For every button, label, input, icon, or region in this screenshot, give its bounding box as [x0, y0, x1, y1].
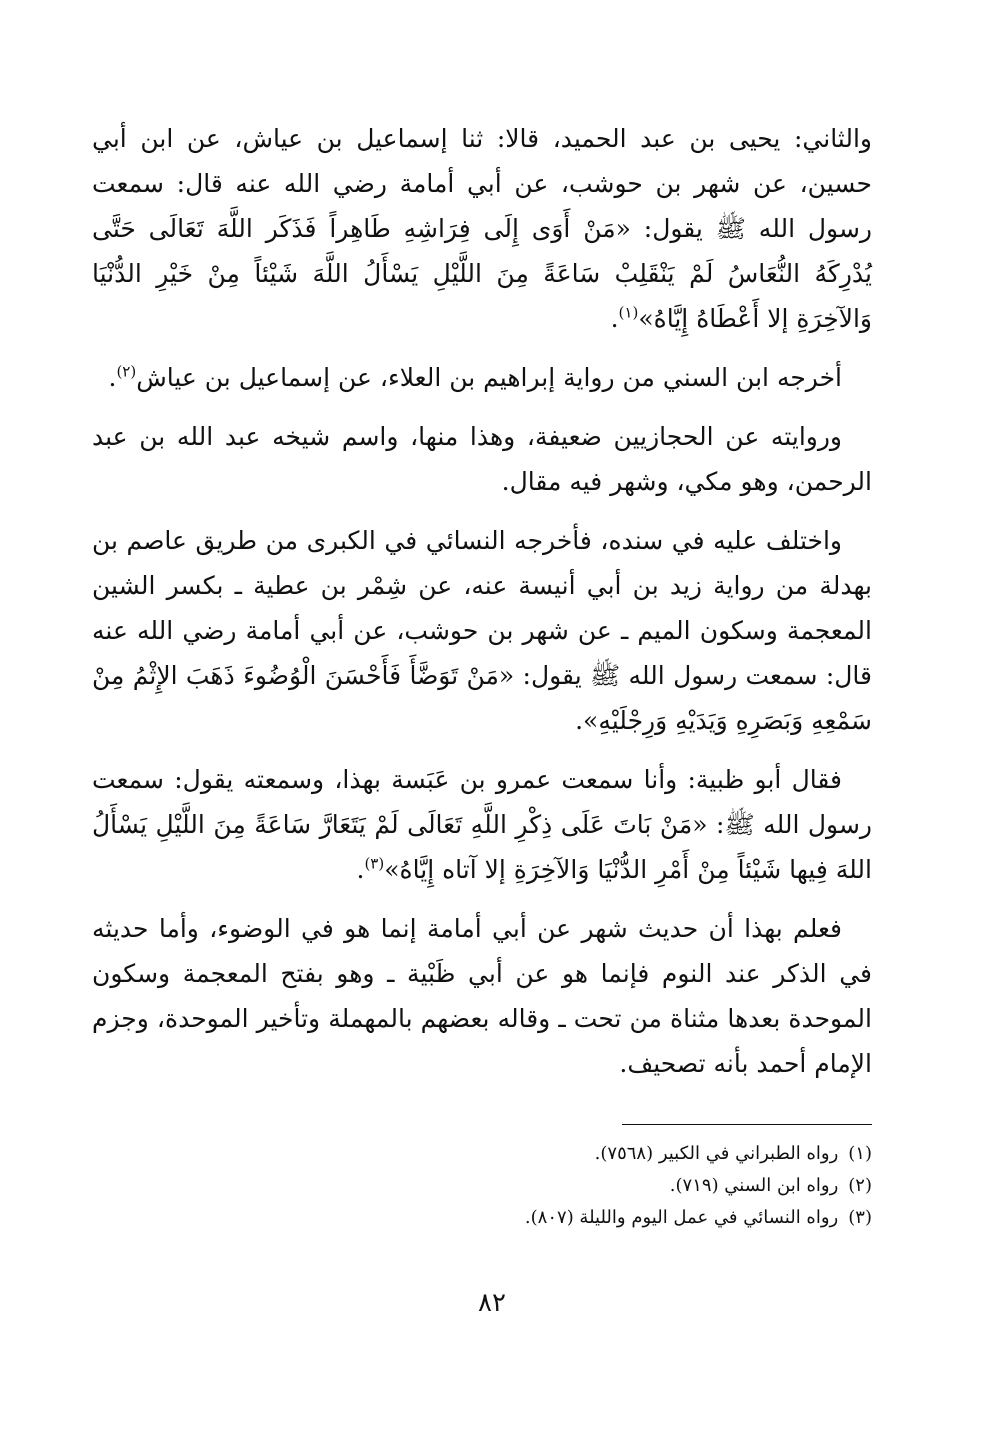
- footnote-1-number: (١): [848, 1143, 872, 1164]
- paragraph-5: [92, 757, 872, 892]
- paragraph-1-end: .: [610, 304, 619, 333]
- footnote-2: [92, 1170, 872, 1202]
- paragraph-2-text: أخرجه ابن السني من رواية إبراهيم بن العلاء، عن إسماعيل بن عياش: [136, 363, 842, 392]
- footnote-3: [92, 1202, 872, 1234]
- paragraph-1: [92, 116, 872, 341]
- paragraph-3: [92, 414, 872, 504]
- paragraph-5-end: .: [356, 855, 365, 884]
- footnote-separator: [622, 1124, 872, 1125]
- paragraph-1-text: والثاني: يحيى بن عبد الحميد، قالا: ثنا إسماعيل بن عياش، عن ابن أبي حسين، عن شهر بن حوشب، عن أبي أمامة رضي الله عنه قال: سمعت رسول الله ﷺ يقول: «مَنْ أَوَى إِلَى فِرَاشِهِ طَاهِراً فَذَكَر اللَّهَ تَعَالَى حَتَّى يُدْرِكَهُ النُّعَاسُ لَمْ يَنْقَلِبْ سَاعَةً مِنَ اللَّيْلِ يَسْأَلُ اللَّهَ شَيْئاً مِنْ خَيْرِ الدُّنْيَا وَالآخِرَةِ إلا أَعْطَاهُ إِيَّاهُ»: [92, 124, 872, 333]
- paragraph-6: [92, 906, 872, 1086]
- paragraph-4: [92, 518, 872, 743]
- page-number: ٨٢: [478, 1288, 506, 1318]
- paragraph-5-text: فقال أبو ظبية: وأنا سمعت عمرو بن عَبَسة بهذا، وسمعته يقول: سمعت رسول الله ﷺ: «مَنْ بَاتَ عَلَى ذِكْرِ اللَّهِ تَعَالَى لَمْ يَتَعَارَّ سَاعَةً مِنَ اللَّيْلِ يَسْأَلُ اللهَ فِيها شَيْئاً مِنْ أَمْرِ الدُّنْيَا وَالآخِرَةِ إلا آتاه إِيَّاهُ»: [92, 765, 872, 884]
- paragraph-3-text: وروايته عن الحجازيين ضعيفة، وهذا منها، واسم شيخه عبد الله بن عبد الرحمن، وهو مكي، وشهر فيه مقال.: [92, 422, 872, 496]
- paragraph-2-end: .: [108, 363, 117, 392]
- footnote-ref-1: (١): [618, 303, 639, 322]
- footnote-3-text: رواه النسائي في عمل اليوم والليلة (٨٠٧).: [524, 1207, 839, 1228]
- paragraph-2: [92, 355, 872, 400]
- footnote-2-text: رواه ابن السني (٧١٩).: [669, 1175, 839, 1196]
- footnotes: [92, 1138, 872, 1234]
- footnote-3-number: (٣): [848, 1207, 872, 1228]
- paragraph-6-text: فعلم بهذا أن حديث شهر عن أبي أمامة إنما هو في الوضوء، وأما حديثه في الذكر عند النوم فإنما هو عن أبي ظَبْية ـ وهو بفتح المعجمة وسكون الموحدة بعدها مثناة من تحت ـ وقاله بعضهم بالمهملة وتأخير الموحدة، وجزم الإمام أحمد بأنه تصحيف.: [92, 914, 872, 1078]
- footnote-ref-2: (٢): [116, 362, 137, 381]
- paragraph-4-text: واختلف عليه في سنده، فأخرجه النسائي في الكبرى من طريق عاصم بن بهدلة من رواية زيد بن أبي أنيسة عنه، عن شِمْر بن عطية ـ بكسر الشين المعجمة وسكون الميم ـ عن شهر بن حوشب، عن أبي أمامة رضي الله عنه قال: سمعت رسول الله ﷺ يقول: «مَنْ تَوَضَّأَ فَأَحْسَنَ الْوُضُوءَ ذَهَبَ الإِثْمُ مِنْ سَمْعِهِ وَبَصَرِهِ وَيَدَيْهِ وَرِجْلَيْهِ».: [92, 526, 872, 735]
- footnote-1: [92, 1138, 872, 1170]
- footnote-ref-3: (٣): [364, 854, 385, 873]
- footnote-1-text: رواه الطبراني في الكبير (٧٥٦٨).: [594, 1143, 839, 1164]
- main-text: [92, 116, 872, 1100]
- footnote-2-number: (٢): [848, 1175, 872, 1196]
